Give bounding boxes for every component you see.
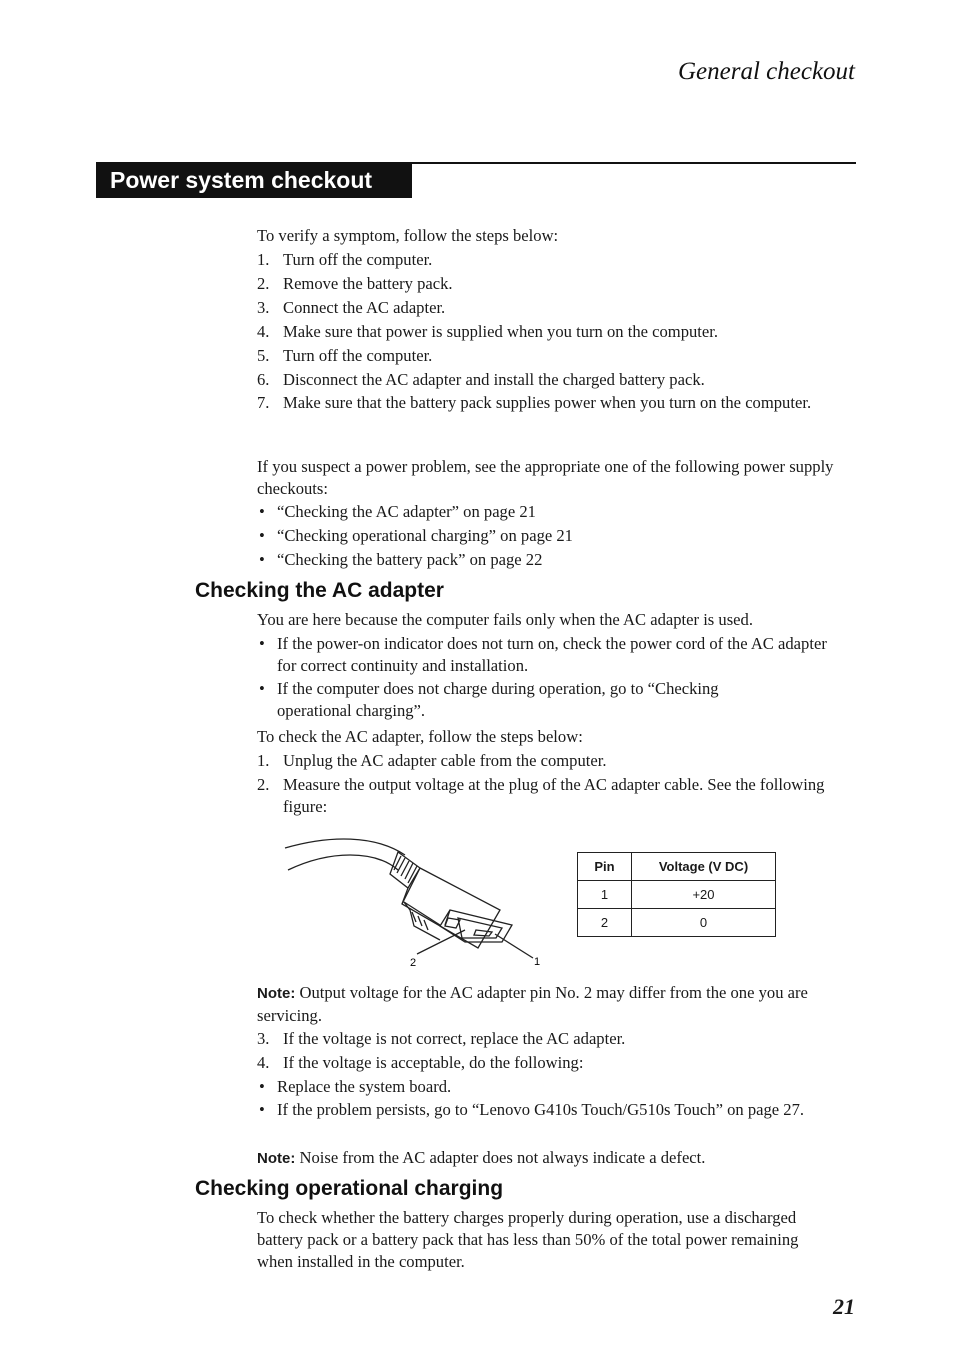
section-heading-bar — [96, 162, 856, 198]
link-ac-adapter[interactable]: “Checking the AC adapter” on page 21 — [277, 502, 536, 521]
note-output-voltage: Note: Output voltage for the AC adapter pin No. 2 may differ from the one you are servicing. — [257, 983, 808, 1025]
pin-voltage-table — [577, 852, 776, 937]
table-header-pin: Pin — [578, 853, 632, 881]
ac-lead: You are here because the computer fails only when the AC adapter is used. — [257, 610, 753, 629]
section-title: Power system checkout — [96, 162, 412, 198]
table-header-row — [578, 853, 776, 881]
suspect-paragraph: If you suspect a power problem, see the appropriate one of the following power supply checkouts: — [257, 457, 834, 498]
link-lenovo-models[interactable]: If the problem persists, go to “Lenovo G410s Touch/G510s Touch” on page 27. — [277, 1100, 805, 1119]
table-cell: 2 — [578, 909, 632, 937]
table-cell: +20 — [632, 881, 776, 909]
table-cell: 1 — [578, 881, 632, 909]
table-header-voltage: Voltage (V DC) — [632, 853, 776, 881]
note-label: Note: — [257, 985, 296, 1002]
link-operational-charging[interactable]: “Checking operational charging” on page 21 — [277, 526, 573, 545]
subheading-operational-charging: Checking operational charging — [195, 1177, 504, 1200]
intro-lead: To verify a symptom, follow the steps below: — [257, 226, 559, 245]
charging-paragraph: To check whether the battery charges properly during operation, use a discharged battery pack or a battery pack that has less than 50% of the total power remaining when installed in the computer. — [257, 1208, 799, 1271]
table-cell: 0 — [632, 909, 776, 937]
running-header: General checkout — [677, 58, 855, 85]
figure-label-pin-2: 2 — [409, 957, 417, 969]
ac-adapter-plug-figure — [280, 830, 550, 975]
note-noise: Note: Noise from the AC adapter does not always indicate a defect. — [257, 1148, 706, 1167]
table-row — [578, 909, 776, 937]
page-number: 21 — [833, 1294, 855, 1319]
subheading-ac-adapter: Checking the AC adapter — [195, 579, 444, 602]
note-label: Note: — [257, 1150, 296, 1167]
figure-label-pin-1: 1 — [533, 956, 541, 968]
ac-steps-lead: To check the AC adapter, follow the steps below: — [257, 727, 583, 746]
table-row — [578, 881, 776, 909]
link-battery-pack[interactable]: “Checking the battery pack” on page 22 — [277, 550, 543, 569]
